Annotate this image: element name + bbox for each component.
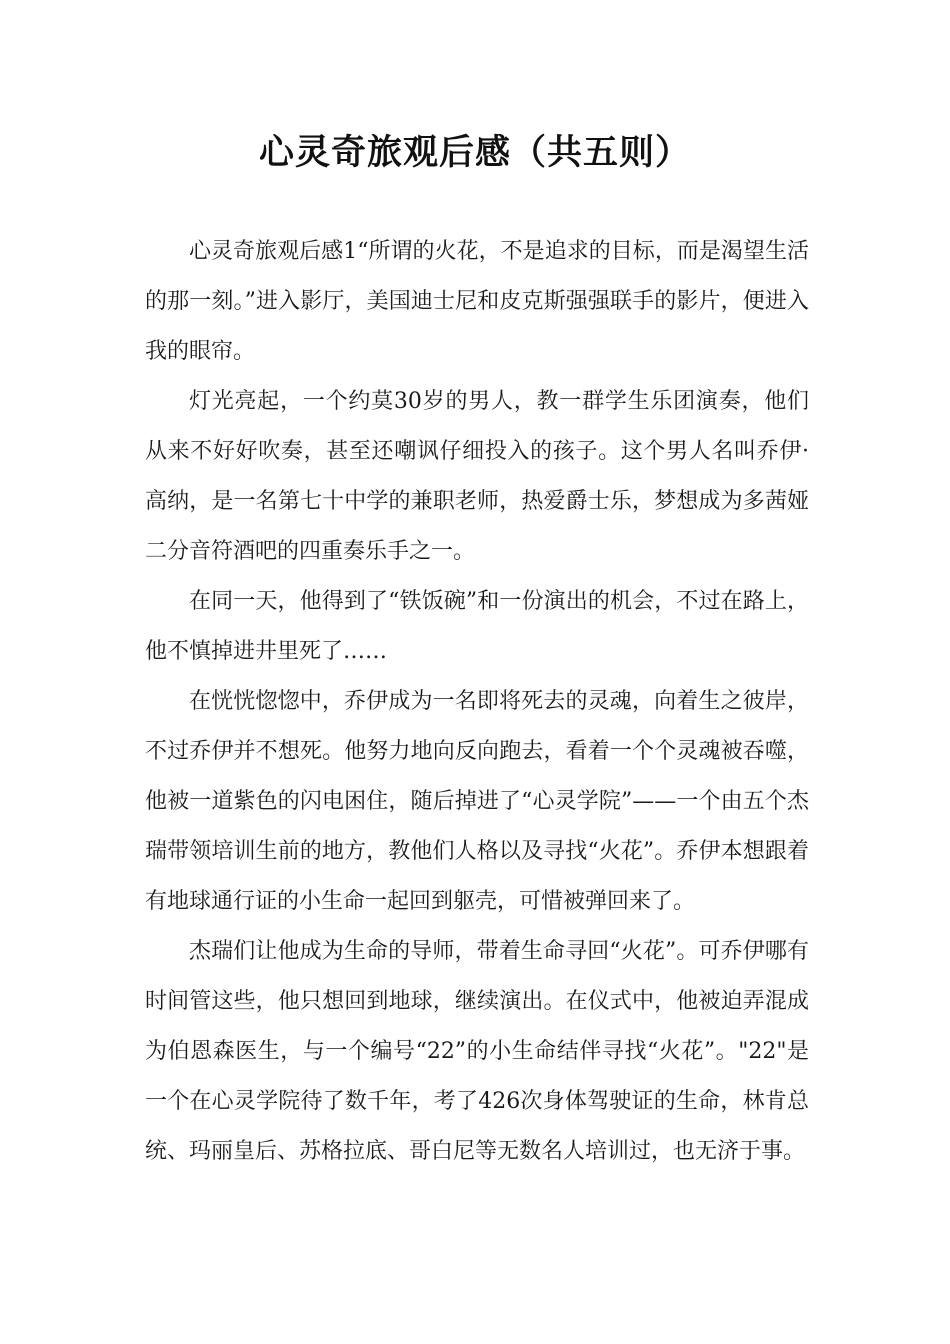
document-body (145, 227, 809, 1177)
paragraph: 灯光亮起，一个约莫30岁的男人，教一群学生乐团演奏，他们从来不好好吹奏，甚至还嘲讽仔细投入的孩子。这个男人名叫乔伊·高纳，是一名第七十中学的兼职老师，热爱爵士乐，梦想成为多茜娅二分音符酒吧的四重奏乐手之一。 (145, 389, 809, 564)
paragraph: 在同一天，他得到了“铁饭碗”和一份演出的机会，不过在路上，他不慎掉进井里死了…… (145, 589, 809, 664)
paragraph: 杰瑞们让他成为生命的导师，带着生命寻回“火花”。可乔伊哪有时间管这些，他只想回到地球，继续演出。在仪式中，他被迫弄混成为伯恩森医生，与一个编号“22”的小生命结伴寻找“火花”。"22"是一个在心灵学院待了数千年，考了426次身体驾驶证的生命，林肯总统、玛丽皇后、苏格拉底、哥白尼等无数名人培训过，也无济于事。 (145, 939, 809, 1164)
paragraph: 在恍恍惚惚中，乔伊成为一名即将死去的灵魂，向着生之彼岸，不过乔伊并不想死。他努力地向反向跑去，看着一个个灵魂被吞噬，他被一道紫色的闪电困住，随后掉进了“心灵学院”——一个由五个杰瑞带领培训生前的地方，教他们人格以及寻找“火花”。乔伊本想跟着有地球通行证的小生命一起回到躯壳，可惜被弹回来了。 (145, 689, 809, 914)
document-title: 心灵奇旅观后感（共五则） (258, 133, 691, 173)
paragraph: 心灵奇旅观后感1“所谓的火花，不是追求的目标，而是渴望生活的那一刻。”进入影厅，美国迪士尼和皮克斯强强联手的影片，便进入我的眼帘。 (145, 239, 809, 364)
